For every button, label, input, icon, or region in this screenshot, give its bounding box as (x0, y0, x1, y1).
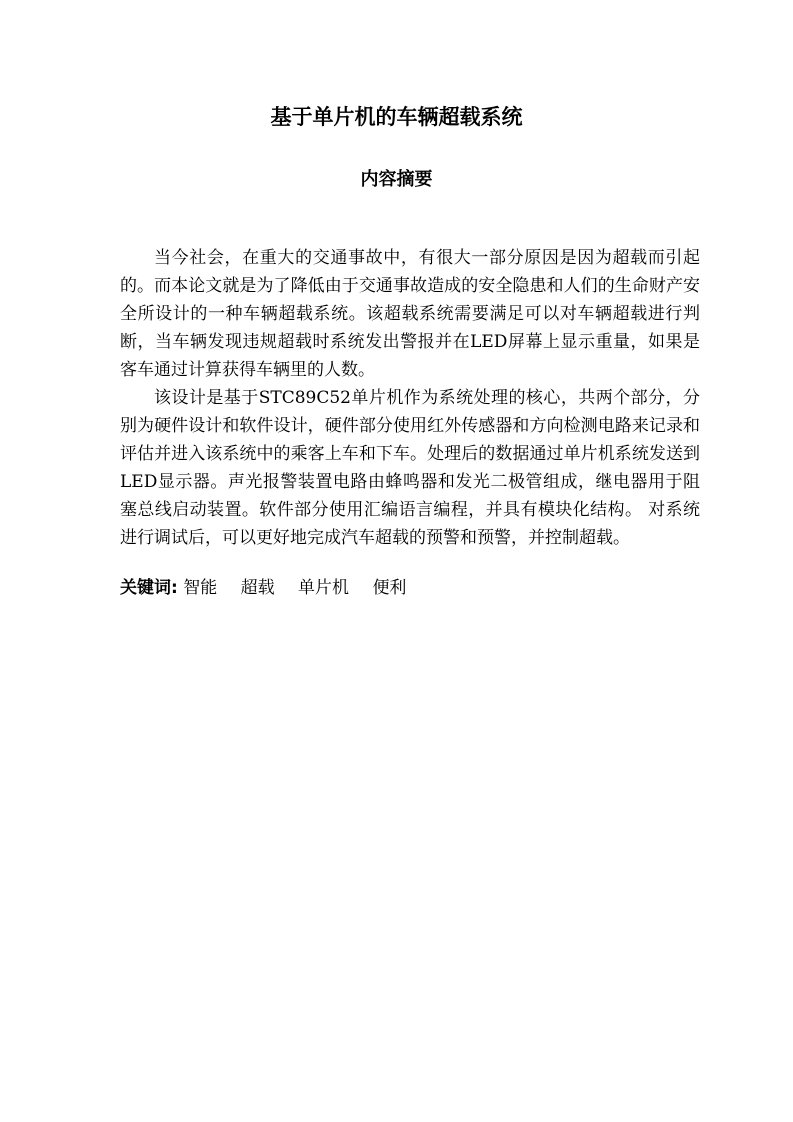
keyword-item: 便利 (372, 578, 407, 598)
abstract-body (120, 244, 700, 552)
keyword-item: 超载 (240, 578, 275, 598)
keyword-item: 智能 (183, 578, 218, 598)
abstract-heading: 内容摘要 (360, 169, 433, 190)
abstract-paragraph-1: 当今社会，在重大的交通事故中，有很大一部分原因是因为超载而引起的。而本论文就是为了降低由于交通事故造成的安全隐患和人们的生命财产安全所设计的一种车辆超载系统。该超载系统需要满足可以对车辆超载进行判断，当车辆发现违规超载时系统发出警报并在LED屏幕上显示重量，如果是客车通过计算获得车辆里的人数。 (120, 248, 700, 380)
keywords-label: 关键词: (120, 578, 178, 598)
abstract-paragraph-2: 该设计是基于STC89C52单片机作为系统处理的核心，共两个部分，分别为硬件设计和软件设计，硬件部分使用红外传感器和方向检测电路来记录和评估并进入该系统中的乘客上车和下车。处理后的数据通过单片机系统发送到LED显示器。声光报警装置电路由蜂鸣器和发光二极管组成，继电器用于阻塞总线启动装置。软件部分使用汇编语言编程，并具有模块化结构。 对系统进行调试后，可以更好地完成汽车超载的预警和预警，并控制超载。 (120, 388, 700, 548)
keyword-item: 单片机 (298, 578, 350, 598)
document-title: 基于单片机的车辆超载系统 (270, 105, 523, 129)
keywords-line (120, 574, 700, 602)
